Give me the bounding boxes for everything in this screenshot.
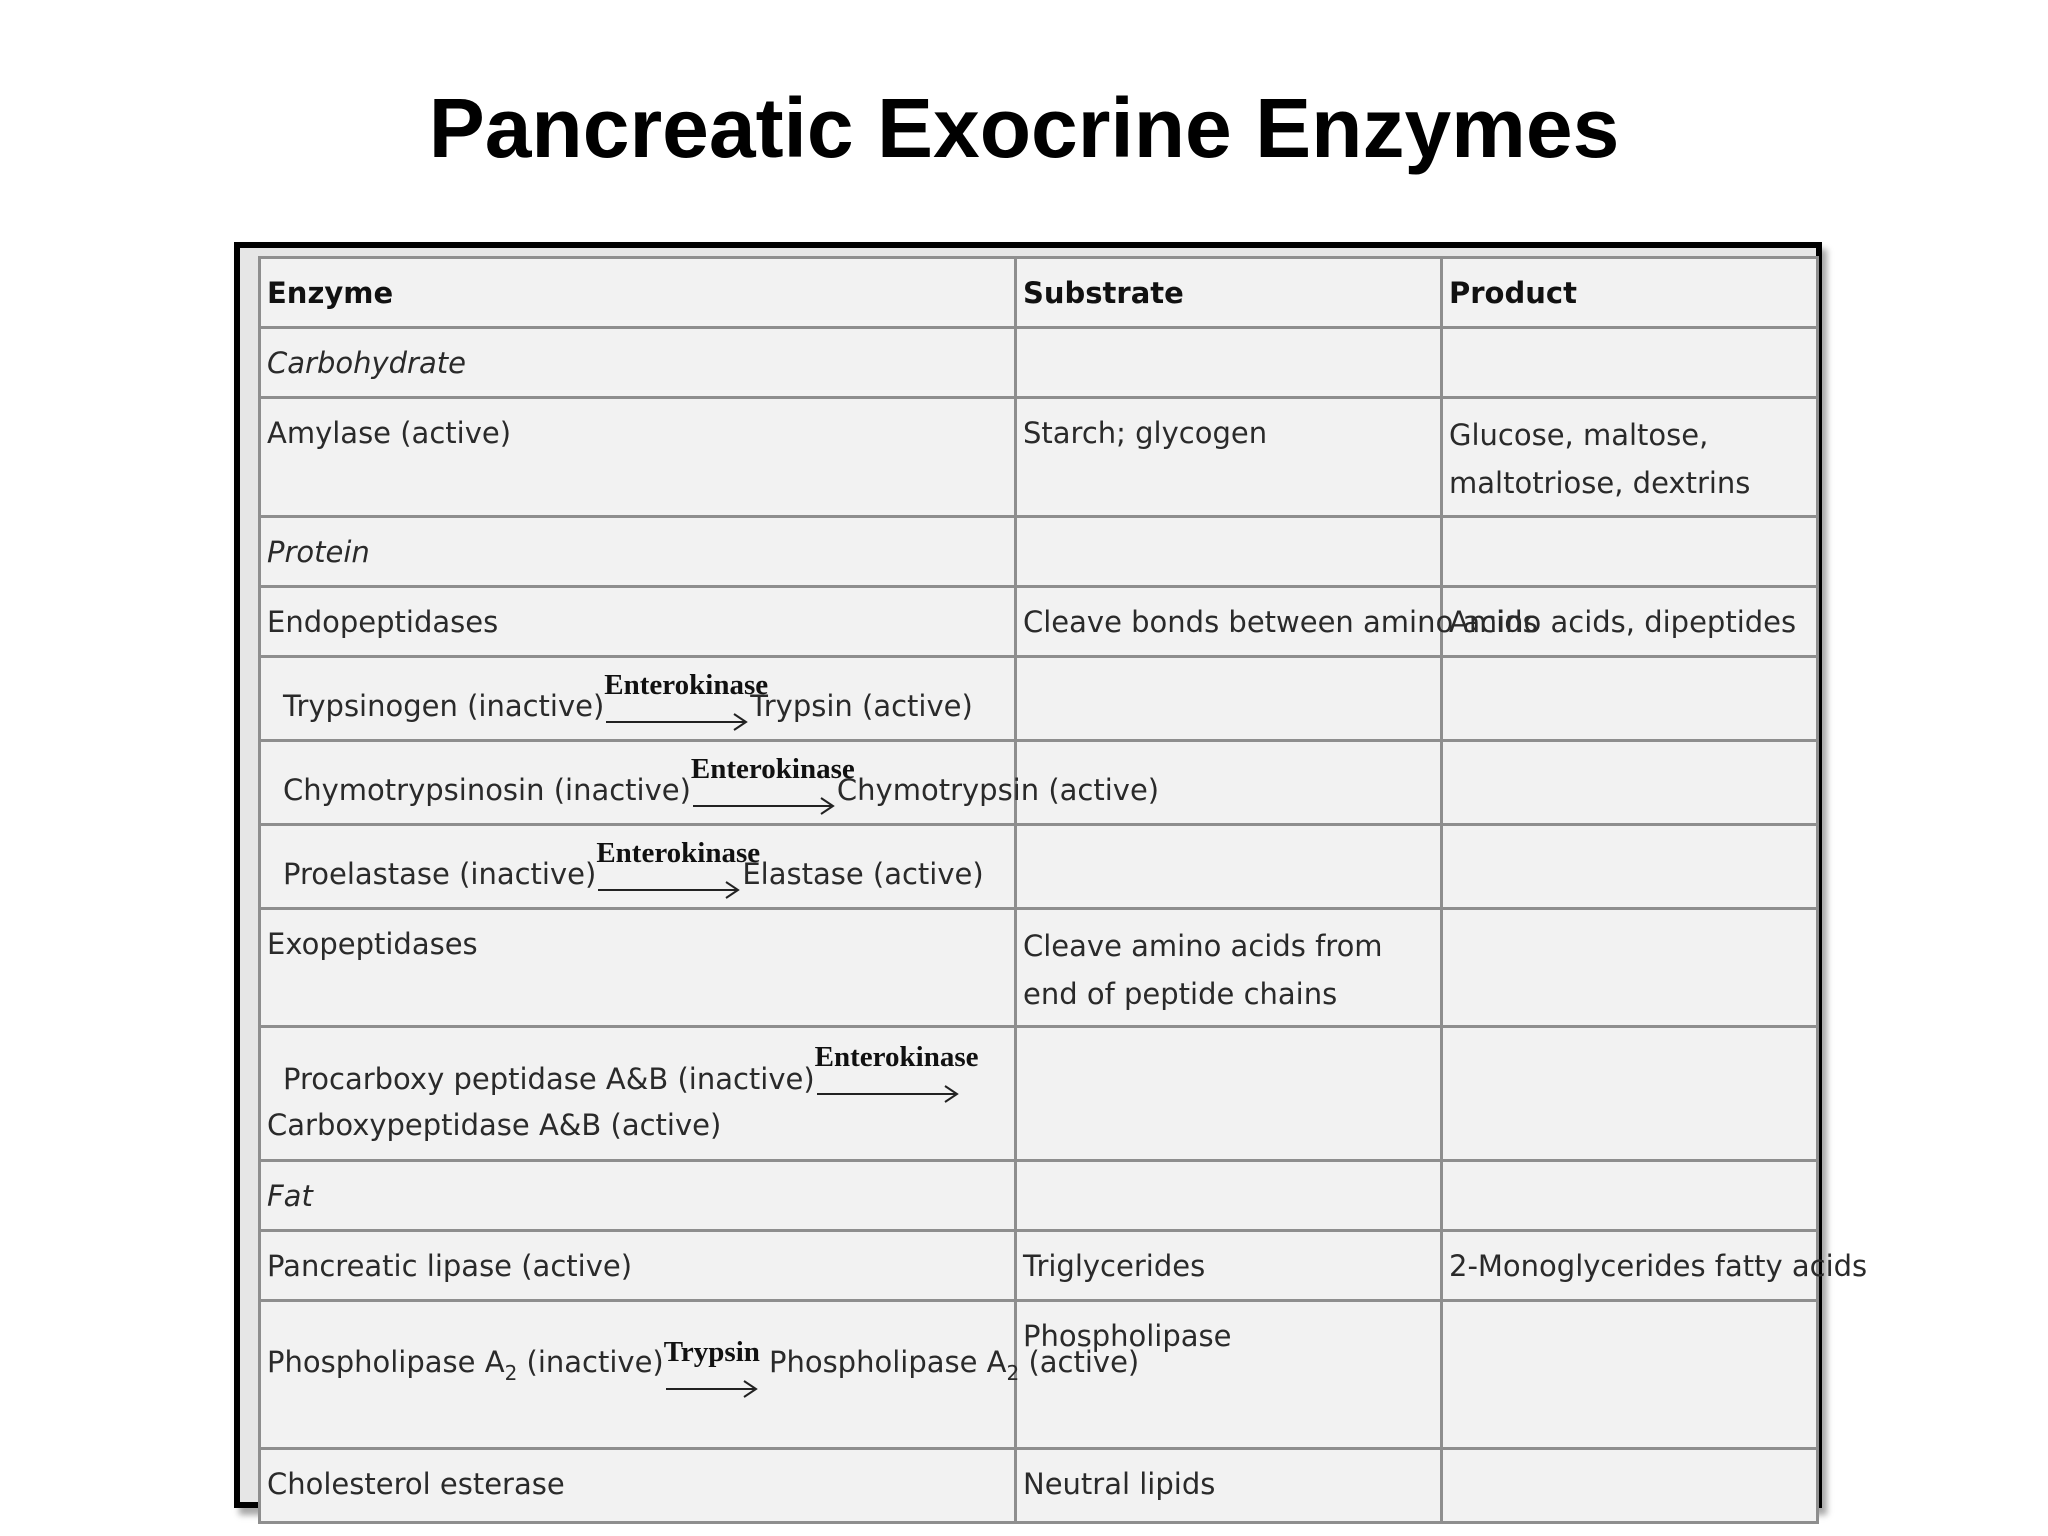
- product-cell: [1442, 741, 1818, 825]
- reaction-cell: [260, 657, 1016, 741]
- table-row: [260, 825, 1818, 909]
- product-cell: [1442, 909, 1818, 1027]
- product-cell: Amino acids, dipeptides: [1442, 587, 1818, 657]
- reaction-cell: [260, 741, 1160, 825]
- product-cell: Glucose, maltose, maltotriose, dextrins: [1442, 398, 1818, 517]
- table-row: [260, 328, 1818, 398]
- category-carbohydrate: Carbohydrate: [260, 328, 1016, 398]
- subscript: 2: [504, 1361, 518, 1385]
- catalyst-label: Trypsin: [663, 1336, 760, 1368]
- reaction-arrow: [690, 753, 855, 814]
- substrate-cell: Starch; glycogen: [1016, 398, 1442, 517]
- substrate-cell: Cleave bonds between amino acids: [1016, 587, 1442, 657]
- enzyme-table: [258, 256, 1868, 1524]
- product-cell: [1442, 825, 1818, 909]
- substrate-cell: Neutral lipids: [1016, 1449, 1442, 1523]
- enzyme-cell: Cholesterol esterase: [260, 1449, 1016, 1523]
- substrate-cell: [1016, 517, 1442, 587]
- substrate-cell: Phospholipase: [1016, 1301, 1442, 1449]
- catalyst-label: Enterokinase: [604, 669, 769, 701]
- catalyst-label: Enterokinase: [596, 837, 761, 869]
- reaction-from: Chymotrypsinosin (inactive): [283, 773, 691, 807]
- category-fat: Fat: [260, 1161, 1016, 1231]
- table-row: [260, 1231, 1818, 1301]
- substrate-cell: [1016, 657, 1442, 741]
- reaction-cell: [260, 825, 1016, 909]
- reaction-from-name: Phospholipase A: [267, 1345, 505, 1379]
- enzyme-cell: Endopeptidases: [260, 587, 1016, 657]
- enzyme-table-frame: [234, 242, 1868, 1508]
- product-cell: [1442, 1027, 1818, 1161]
- table-row: [260, 1301, 1818, 1449]
- table-row: [260, 657, 1818, 741]
- table-row: [260, 398, 1818, 517]
- reaction-arrow: [604, 669, 769, 730]
- header-enzyme: Enzyme: [260, 258, 1016, 328]
- reaction-arrow: [814, 1041, 979, 1102]
- table-row: [260, 517, 1818, 587]
- right-arrow-icon: [604, 700, 750, 730]
- reaction-from-state: (inactive): [517, 1345, 664, 1379]
- right-arrow-icon: [664, 1367, 760, 1397]
- product-cell: [1442, 328, 1818, 398]
- product-cell: 2-Monoglycerides fatty acids: [1442, 1231, 1818, 1301]
- table-row: [260, 1161, 1818, 1231]
- catalyst-label: Enterokinase: [814, 1041, 979, 1073]
- table-row: [260, 909, 1818, 1027]
- page-title: Pancreatic Exocrine Enzymes: [428, 81, 1620, 175]
- substrate-cell: Triglycerides: [1016, 1231, 1442, 1301]
- enzyme-cell: Pancreatic lipase (active): [260, 1231, 1016, 1301]
- substrate-cell: [1016, 1027, 1442, 1161]
- reaction-to: Carboxypeptidase A&B (active): [267, 1108, 722, 1142]
- reaction-to-name: Phospholipase A: [759, 1345, 1007, 1379]
- product-cell: [1442, 657, 1818, 741]
- product-cell: [1442, 1301, 1818, 1449]
- subscript: 2: [1006, 1361, 1020, 1385]
- substrate-cell: [1016, 1161, 1442, 1231]
- header-substrate: Substrate: [1016, 258, 1442, 328]
- category-protein: Protein: [260, 517, 1016, 587]
- reaction-cell: [260, 1301, 1140, 1449]
- reaction-arrow: [663, 1336, 760, 1397]
- reaction-to-state: (active): [1019, 1345, 1140, 1379]
- substrate-cell: [1016, 328, 1442, 398]
- table-row: [260, 587, 1818, 657]
- reaction-from: Procarboxy peptidase A&B (inactive): [283, 1062, 815, 1096]
- substrate-cell: Cleave amino acids from end of peptide chains: [1016, 909, 1442, 1027]
- substrate-cell: [1016, 825, 1442, 909]
- table-row: [260, 741, 1818, 825]
- enzyme-cell: Amylase (active): [260, 398, 1016, 517]
- reaction-from: Proelastase (inactive): [283, 857, 597, 891]
- product-cell: [1442, 1449, 1818, 1523]
- product-cell: [1442, 1161, 1818, 1231]
- reaction-cell: [260, 1027, 1016, 1161]
- right-arrow-icon: [596, 868, 742, 898]
- table-row: [260, 1027, 1818, 1161]
- catalyst-label: Enterokinase: [690, 753, 855, 785]
- reaction-to: Trypsin (active): [750, 689, 973, 723]
- right-arrow-icon: [815, 1072, 961, 1102]
- reaction-to: Elastase (active): [742, 857, 984, 891]
- product-cell: [1442, 517, 1818, 587]
- reaction-to: Chymotrypsin (active): [836, 773, 1160, 807]
- enzyme-cell: Exopeptidases: [260, 909, 1016, 1027]
- table-header-row: [260, 258, 1818, 328]
- reaction-arrow: [596, 837, 761, 898]
- right-arrow-icon: [691, 784, 837, 814]
- header-product: Product: [1442, 258, 1818, 328]
- reaction-from: Trypsinogen (inactive): [283, 689, 605, 723]
- table-row: [260, 1449, 1818, 1523]
- reaction-from: [267, 1345, 664, 1385]
